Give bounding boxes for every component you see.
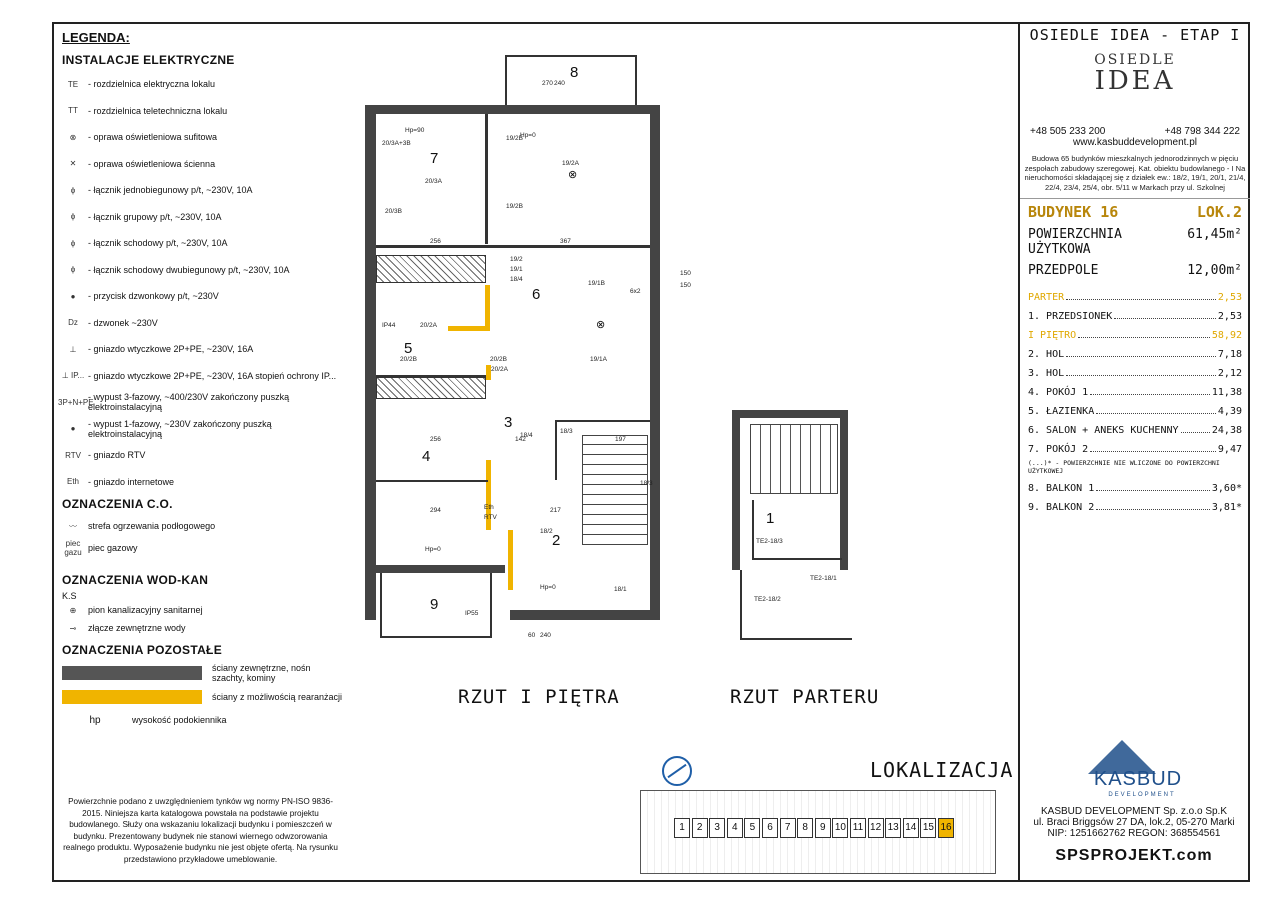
legend-text: strefa ogrzewania podłogowego	[88, 521, 216, 531]
label-6x2: 6x2	[630, 288, 641, 295]
site-plan	[640, 790, 998, 876]
wodkan-ks: K.S	[62, 591, 77, 601]
ground-stairs	[750, 424, 838, 494]
leader-dots	[1066, 375, 1216, 376]
hp-text: wysokość podokiennika	[132, 715, 227, 725]
legend-text: - gniazdo wtyczkowe 2P+PE, ~230V, 16A	[88, 344, 254, 355]
legend-symbol-icon: RTV	[65, 450, 81, 460]
room-areas-list	[1020, 284, 1250, 455]
legend-text: - wypust 1-fazowy, ~230V zakończony puszką elektroinstalacyjną	[88, 418, 272, 439]
legend-item	[58, 230, 343, 257]
dim-256: 256	[430, 238, 441, 245]
legend-text: ściany zewnętrzne, nośn szachty, kominy	[212, 663, 311, 683]
legend-item	[58, 257, 343, 284]
legend-text: - łącznik grupowy p/t, ~230V, 10A	[88, 211, 222, 222]
label-18-1: 18/1	[614, 586, 627, 593]
label-te2-18-1: TE2-18/1	[810, 575, 837, 582]
label-19-2b: 19/2B	[506, 135, 523, 142]
room-number-3: 3	[504, 414, 513, 431]
project-title: OSIEDLE IDEA - ETAP I	[1029, 26, 1241, 44]
label-19-2b-b: 19/2B	[506, 203, 523, 210]
legend-text: - łącznik schodowy dwubiegunowy p/t, ~230V, 10A	[88, 264, 290, 275]
room-area: 24,38	[1211, 425, 1242, 436]
legend-text: - łącznik jednobiegunowy p/t, ~230V, 10A	[88, 185, 253, 196]
room-name: PARTER	[1028, 292, 1065, 303]
balcony-area: 3,60*	[1211, 483, 1242, 494]
label-19-1b: 19/1B	[588, 280, 605, 287]
leader-dots	[1096, 509, 1210, 510]
balcony-name: 8. BALKON 1	[1028, 483, 1095, 494]
label-18-2: 18/2	[540, 528, 553, 535]
company-address: ul. Braci Briggsów 27 DA, lok.2, 05-270 Marki	[1033, 817, 1235, 828]
site-unit-7: 7	[780, 818, 796, 838]
dim-150: 150	[680, 270, 691, 277]
site-unit-4: 4	[727, 818, 743, 838]
leader-dots	[1090, 394, 1210, 395]
dim-142: 142	[515, 436, 526, 443]
website-link[interactable]: www.kasbuddevelopment.pl	[1073, 137, 1197, 148]
room-number-7: 7	[430, 150, 439, 167]
room-area: 4,39	[1217, 406, 1242, 417]
dim-60: 60	[528, 632, 536, 639]
room-name: 1. PRZEDSIONEK	[1028, 311, 1113, 322]
legend-text: - dzwonek ~230V	[88, 317, 158, 328]
room-name: 2. HOL	[1028, 349, 1065, 360]
legend-item	[58, 515, 343, 537]
legend-text: - przycisk dzwonkowy p/t, ~230V	[88, 291, 219, 302]
label-te2-18-3: TE2-18/3	[756, 538, 783, 545]
room-area: 9,47	[1217, 444, 1242, 455]
ceiling-light-icon: ⊗	[596, 319, 606, 331]
label-20-3b: 20/3B	[385, 208, 402, 215]
label-18-4: 18/4	[510, 276, 523, 283]
label-18-3: 18/3	[560, 428, 573, 435]
legend-text: - rozdzielnica teletechniczna lokalu	[88, 105, 228, 116]
site-unit-8: 8	[797, 818, 813, 838]
legend-note: Powierzchnie podano z uwzględnieniem tynków wg normy PN-ISO 9836-2015. Niniejsza karta katalogowa powstała na podstawie projektu budowlanego. Służy ona wskazaniu lokalizacji budynku i pomieszczeń w budynku. Prezentowany budynek nie stanowi wiernego odwzorowania realnego produktu. Wyposażenie budynku nie jest objęte ofertą. Na rysunku przedstawiono przykładowe umeblowanie.	[63, 797, 338, 864]
label-19-2: 19/2	[510, 256, 523, 263]
legend-text: - oprawa oświetleniowa ścienna	[88, 158, 216, 169]
legend-symbol-icon: ⊥ IP...	[61, 371, 85, 381]
label-hp90: Hp=90	[405, 127, 425, 134]
legend-item	[58, 389, 343, 416]
legend-text: złącze zewnętrzne wody	[88, 623, 186, 633]
site-unit-13: 13	[885, 818, 901, 838]
legend-symbol-icon: ●	[70, 291, 76, 301]
legend-item	[58, 416, 343, 443]
dim-294: 294	[430, 507, 441, 514]
co-list	[58, 515, 343, 559]
electrical-list	[58, 71, 343, 495]
label-ip55: IP55	[465, 610, 479, 617]
room-name: 6. SALON + ANEKS KUCHENNY	[1028, 425, 1179, 436]
site-unit-5: 5	[744, 818, 760, 838]
legend-symbol-icon: Dz	[68, 318, 78, 328]
legend-text: - oprawa oświetleniowa sufitowa	[88, 132, 218, 143]
room-area-row	[1020, 360, 1250, 379]
company-name: KASBUD DEVELOPMENT Sp. z.o.o Sp.K	[1041, 806, 1227, 817]
phone-2: +48 798 344 222	[1164, 126, 1240, 137]
legend-symbol-icon: ϕ	[70, 265, 76, 275]
room-area: 2,12	[1217, 368, 1242, 379]
legend-symbol-icon: ●	[70, 424, 76, 434]
room-name: I PIĘTRO	[1028, 330, 1077, 341]
legend-item	[58, 469, 343, 496]
legend-swatch	[62, 690, 202, 704]
dim-240: 240	[554, 80, 565, 87]
compass-icon	[662, 756, 692, 786]
leader-dots	[1066, 356, 1216, 357]
legend-text: ściany z możliwością rearanżacji	[212, 692, 343, 702]
caption-ground-floor: RZUT PARTERU	[730, 686, 880, 708]
wodkan-header: OZNACZENIA WOD-KAN	[62, 573, 209, 587]
leader-dots	[1181, 432, 1210, 433]
label-eth: Eth	[484, 504, 494, 511]
legend-symbol-icon: 3P+N+PE	[58, 397, 94, 407]
legend-text: - rozdzielnica elektryczna lokalu	[88, 79, 216, 90]
room-area: 2,53	[1217, 311, 1242, 322]
legend-text: pion kanalizacyjny sanitarnej	[88, 605, 203, 615]
legend-item	[58, 124, 343, 151]
legend-text: - gniazdo wtyczkowe 2P+PE, ~230V, 16A stopień ochrony IP...	[88, 370, 337, 381]
legend-item	[58, 98, 343, 125]
legend-title: LEGENDA:	[62, 30, 130, 45]
room-number-6: 6	[532, 286, 541, 303]
label-20-2b: 20/2B	[400, 356, 417, 363]
excluded-note: (...)* - POWIERZCHNIE NIE WLICZONE DO POWIERZCHNI UŻYTKOWEJ	[1028, 459, 1220, 475]
label-20-2a: 20/2A	[420, 322, 437, 329]
room-number-1: 1	[766, 510, 775, 527]
other-list	[58, 661, 343, 709]
label-hp0-c: Hp=0	[540, 584, 556, 591]
legend-symbol-icon: Eth	[66, 477, 79, 487]
kasbud-logo: KASBUD DEVELOPMENT	[1018, 740, 1250, 806]
room-area-row	[1020, 303, 1250, 322]
legend-symbol-icon: TT	[68, 106, 78, 116]
label-rtv: RTV	[484, 514, 497, 521]
legend	[58, 30, 343, 731]
legend-text: - wypust 3-fazowy, ~400/230V zakończony puszką elektroinstalacyjną	[88, 392, 290, 413]
site-unit-12: 12	[868, 818, 884, 838]
label-19-1a: 19/1A	[590, 356, 607, 363]
legend-swatch	[62, 666, 202, 680]
room-name: 5. ŁAZIENKA	[1028, 406, 1095, 417]
label-hp0-b: Hp=0	[425, 546, 441, 553]
hp-symbol: hp	[89, 714, 101, 726]
label-18-3-b: 18/3	[640, 480, 653, 487]
room-area-row	[1020, 284, 1250, 303]
label-20-3a3b: 20/3A+3B	[382, 140, 411, 147]
legend-text: piec gazowy	[88, 543, 138, 553]
balcony-area: 3,81*	[1211, 502, 1242, 513]
leader-dots	[1078, 337, 1210, 338]
osiedle-idea-logo: OSIEDLE IDEA	[1094, 52, 1176, 96]
legend-item	[58, 151, 343, 178]
balcony-name: 9. BALKON 2	[1028, 502, 1095, 513]
room-area-row	[1020, 417, 1250, 436]
dim-256-b: 256	[430, 436, 441, 443]
project-description: Budowa 65 budynków mieszkalnych jednorodzinnych w pięciu zespołach zabudowy szeregowej. Kat. obiektu budowlanego - I Na nieruchomości składającej się z działek ew.: 18/2, 19/1, 20/1, 21/4, 22/4, 23/4, 25/4, obr. 5/11 w Markach przy ul. Szkolnej	[1024, 154, 1246, 192]
leader-dots	[1096, 413, 1216, 414]
label-18-4-b: 18/4	[520, 432, 533, 439]
label-ip44: IP44	[382, 322, 396, 329]
label-20-2b-b: 20/2B	[490, 356, 507, 363]
legend-item	[58, 204, 343, 231]
legend-item	[58, 363, 343, 390]
room-number-5: 5	[404, 340, 413, 357]
legend-item	[58, 71, 343, 98]
legend-item	[58, 283, 343, 310]
legend-text: - gniazdo internetowe	[88, 476, 175, 487]
legend-swatch-item	[58, 661, 343, 685]
label-20-3a: 20/3A	[425, 178, 442, 185]
legend-symbol-icon: TE	[67, 79, 79, 89]
legend-symbol-icon: ⊥	[69, 344, 77, 354]
room-area-row	[1020, 436, 1250, 455]
wodkan-list	[58, 601, 343, 637]
label-hp0: Hp=0	[520, 132, 536, 139]
room-area: 58,92	[1211, 330, 1242, 341]
legend-item	[58, 310, 343, 337]
legend-symbol-icon: ⊗	[69, 132, 77, 142]
ground-floor-plan	[732, 410, 862, 640]
dim-367: 367	[560, 238, 571, 245]
label-19-1: 19/1	[510, 266, 523, 273]
legend-symbol-icon: ⊸	[69, 623, 77, 633]
ceiling-light-icon: ⊗	[568, 169, 578, 181]
legend-symbol-icon: piec gazu	[64, 539, 82, 557]
phone-1: +48 505 233 200	[1030, 126, 1106, 137]
site-unit-14: 14	[903, 818, 919, 838]
leader-dots	[1114, 318, 1216, 319]
building-number: BUDYNEK 16	[1028, 203, 1119, 221]
room-area: 11,38	[1211, 387, 1242, 398]
legend-symbol-icon: ϕ	[70, 185, 76, 195]
room-number-8: 8	[570, 64, 579, 81]
site-unit-9: 9	[815, 818, 831, 838]
site-unit-3: 3	[709, 818, 725, 838]
legend-text: - łącznik schodowy p/t, ~230V, 10A	[88, 238, 228, 249]
staircase	[582, 435, 648, 545]
site-unit-11: 11	[850, 818, 866, 838]
dim-150-b: 150	[680, 282, 691, 289]
leader-dots	[1096, 490, 1210, 491]
site-unit-1: 1	[674, 818, 690, 838]
unit-number: LOK.2	[1196, 203, 1242, 221]
legend-item	[58, 442, 343, 469]
label-te2-18-2: TE2-18/2	[754, 596, 781, 603]
room-name: 4. POKÓJ 1	[1028, 387, 1089, 398]
other-header: OZNACZENIA POZOSTAŁE	[62, 643, 222, 657]
legend-item	[58, 619, 343, 637]
site-unit-15: 15	[920, 818, 936, 838]
co-header: OZNACZENIA C.O.	[62, 497, 173, 511]
company-footer	[1018, 740, 1250, 865]
legend-symbol-icon: ✕	[69, 159, 77, 169]
company-ids: NIP: 1251662762 REGON: 368554561	[1047, 828, 1221, 839]
site-unit-2: 2	[692, 818, 708, 838]
leader-dots	[1066, 299, 1216, 300]
legend-swatch-item	[58, 685, 343, 709]
balcony-row	[1020, 475, 1250, 494]
legend-text: - gniazdo RTV	[88, 450, 146, 461]
leader-dots	[1090, 451, 1216, 452]
label-19-2a: 19/2A	[562, 160, 579, 167]
caption-first-floor: RZUT I PIĘTRA	[458, 686, 620, 708]
room-number-9: 9	[430, 596, 439, 613]
legend-item	[58, 537, 343, 559]
legend-symbol-icon: ϕ	[70, 238, 76, 248]
room-area-row	[1020, 398, 1250, 417]
room-name: 3. HOL	[1028, 368, 1065, 379]
site-unit-16: 16	[938, 818, 954, 838]
usable-area-label: POWIERZCHNIA UŻYTKOWA	[1028, 227, 1122, 257]
room-number-4: 4	[422, 448, 431, 465]
first-floor-plan	[360, 40, 691, 680]
room-number-2: 2	[552, 532, 561, 549]
lokalizacja-title: LOKALIZACJA	[870, 758, 1014, 782]
dim-240-b: 240	[540, 632, 551, 639]
electrical-header: INSTALACJE ELEKTRYCZNE	[62, 53, 235, 67]
spsprojekt-link[interactable]: SPSPROJEKT.com	[1055, 847, 1213, 864]
legend-item	[58, 177, 343, 204]
room-area-row	[1020, 379, 1250, 398]
site-unit-10: 10	[832, 818, 848, 838]
site-unit-6: 6	[762, 818, 778, 838]
dim-270: 270	[542, 80, 553, 87]
balcony-row	[1020, 494, 1250, 513]
yard-label: PRZEDPOLE	[1028, 263, 1099, 278]
room-area: 2,53	[1217, 292, 1242, 303]
yard-value: 12,00m²	[1187, 263, 1242, 278]
balcony-list	[1020, 475, 1250, 513]
legend-item	[58, 601, 343, 619]
room-area-row	[1020, 341, 1250, 360]
legend-symbol-icon: ϕ	[70, 212, 76, 222]
label-20-2a-b: 20/2A	[491, 366, 508, 373]
legend-symbol-icon: 〰	[69, 521, 77, 531]
legend-item	[58, 336, 343, 363]
room-area-row	[1020, 322, 1250, 341]
room-area: 7,18	[1217, 349, 1242, 360]
dim-197: 197	[615, 436, 626, 443]
legend-symbol-icon: ⊕	[69, 605, 77, 615]
dim-217: 217	[550, 507, 561, 514]
room-name: 7. POKÓJ 2	[1028, 444, 1089, 455]
usable-area-value: 61,45m²	[1187, 227, 1242, 242]
